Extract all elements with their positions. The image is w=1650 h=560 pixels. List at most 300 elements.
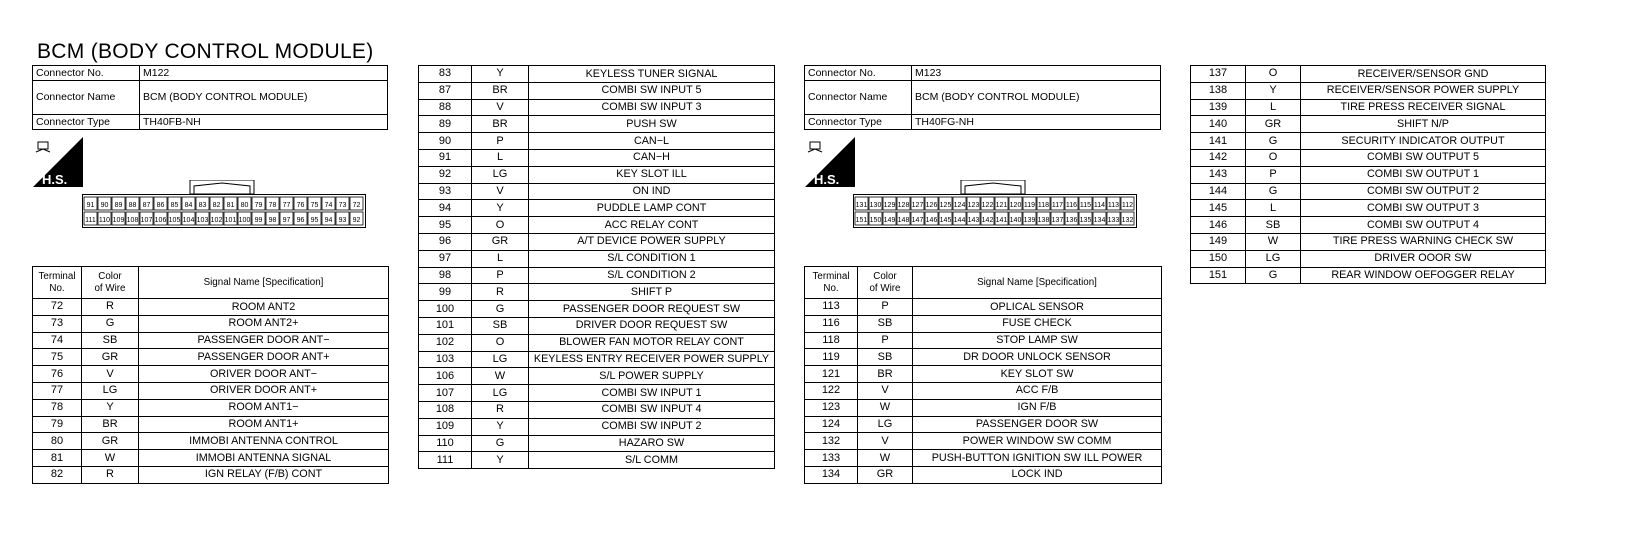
signal-name: PASSENGER DOOR REQUEST SW <box>529 301 775 318</box>
table-row <box>805 299 1162 316</box>
connector-pin-number: 149 <box>883 217 896 224</box>
connector-pin-number: 106 <box>154 217 167 224</box>
signal-name: RECEIVER/SENSOR POWER SUPPLY <box>1301 82 1546 99</box>
connector-pin-number: 99 <box>254 217 263 224</box>
header-color: Color of Wire <box>82 267 139 299</box>
signal-name: COMBI SW INPUT 5 <box>529 82 775 99</box>
signal-name: OPLICAL SENSOR <box>913 299 1162 316</box>
connector-pin-number: 118 <box>1037 202 1050 209</box>
table-row <box>1191 166 1546 183</box>
table-row <box>805 382 1162 399</box>
connector-pin-number: 107 <box>140 217 153 224</box>
terminal-no: 80 <box>33 433 82 450</box>
signal-name: DRIVER OOOR SW <box>1301 250 1546 267</box>
connector-pin-number: 139 <box>1023 217 1036 224</box>
table-row <box>1191 183 1546 200</box>
table-row <box>1191 66 1546 83</box>
terminal-no: 139 <box>1191 99 1246 116</box>
wire-color: GR <box>82 349 139 366</box>
connector-latch <box>190 180 254 194</box>
wire-color: O <box>1246 149 1301 166</box>
signal-name: CAN−L <box>529 133 775 150</box>
connector-no-label: Connector No. <box>33 66 140 81</box>
connector-latch <box>961 180 1025 194</box>
terminal-no: 93 <box>419 183 472 200</box>
connector-name-value: BCM (BODY CONTROL MODULE) <box>140 81 388 115</box>
terminal-no: 97 <box>419 250 472 267</box>
signal-name: SHIFT N/P <box>1301 116 1546 133</box>
connector-pin-number: 132 <box>1121 217 1134 224</box>
signal-name: ON IND <box>529 183 775 200</box>
connector-pin-number: 105 <box>168 217 181 224</box>
connector-no-value: M122 <box>140 66 388 81</box>
terminal-no: 138 <box>1191 82 1246 99</box>
table-row <box>419 82 775 99</box>
signal-name: HAZARO SW <box>529 435 775 452</box>
connector-pin-number: 92 <box>352 217 361 224</box>
connector-pin-number: 104 <box>182 217 195 224</box>
table-row <box>419 217 775 234</box>
table-row <box>805 399 1162 416</box>
table-row <box>33 416 389 433</box>
terminal-no: 92 <box>419 166 472 183</box>
table-row <box>33 366 389 383</box>
table-row <box>419 368 775 385</box>
table-row <box>805 349 1162 366</box>
wire-color: G <box>1246 183 1301 200</box>
connector-pin-number: 88 <box>128 202 137 209</box>
table-row <box>419 250 775 267</box>
signal-name: ORIVER DOOR ANT+ <box>139 382 389 399</box>
connector-pin-number: 90 <box>100 202 109 209</box>
signal-name: COMBI SW OUTPUT 1 <box>1301 166 1546 183</box>
connector-pin-number: 86 <box>156 202 165 209</box>
wire-color: Y <box>82 399 139 416</box>
hs-harness-icon <box>33 137 83 187</box>
connector-pin-number: 142 <box>981 217 994 224</box>
table-row <box>419 233 775 250</box>
signal-table-2 <box>418 65 775 469</box>
table-row <box>33 382 389 399</box>
table-row <box>419 385 775 402</box>
wire-color: GR <box>82 433 139 450</box>
signal-name: TIRE PRESS RECEIVER SIGNAL <box>1301 99 1546 116</box>
terminal-no: 101 <box>419 317 472 334</box>
connector-pin-number: 78 <box>268 202 277 209</box>
connector-pin-number: 93 <box>338 217 347 224</box>
connector-pin-number: 150 <box>869 217 882 224</box>
signal-name: KEY SLOT SW <box>913 366 1162 383</box>
terminal-no: 144 <box>1191 183 1246 200</box>
wire-color: G <box>1246 267 1301 284</box>
signal-name: POWER WINDOW SW COMM <box>913 433 1162 450</box>
table-row <box>805 332 1162 349</box>
terminal-no: 77 <box>33 382 82 399</box>
connector-info-m122 <box>32 65 388 130</box>
connector-pin-number: 97 <box>282 217 291 224</box>
header-terminal: Terminal No. <box>805 267 858 299</box>
table-row <box>419 149 775 166</box>
connector-pin-number: 146 <box>925 217 938 224</box>
wire-color: V <box>472 183 529 200</box>
connector-pin-number: 134 <box>1093 217 1106 224</box>
wire-color: P <box>472 133 529 150</box>
terminal-no: 143 <box>1191 166 1246 183</box>
wire-color: P <box>858 332 913 349</box>
signal-name: FUSE CHECK <box>913 315 1162 332</box>
table-row <box>419 200 775 217</box>
connector-pin-number: 131 <box>855 202 868 209</box>
wire-color: R <box>82 466 139 483</box>
signal-name: COMBI SW INPUT 1 <box>529 385 775 402</box>
header-color: Color of Wire <box>858 267 913 299</box>
connector-pin-number: 130 <box>869 202 882 209</box>
table-row <box>805 366 1162 383</box>
terminal-no: 123 <box>805 399 858 416</box>
table-row <box>419 401 775 418</box>
page-title: BCM (BODY CONTROL MODULE) <box>37 40 374 63</box>
table-row <box>1191 82 1546 99</box>
connector-name-label: Connector Name <box>805 81 912 115</box>
signal-name: KEYLESS ENTRY RECEIVER POWER SUPPLY <box>529 351 775 368</box>
wire-color: LG <box>858 416 913 433</box>
connector-pin-number: 108 <box>126 217 139 224</box>
wire-color: G <box>1246 133 1301 150</box>
signal-table-4 <box>1190 65 1546 284</box>
terminal-no: 100 <box>419 301 472 318</box>
table-row <box>1191 149 1546 166</box>
signal-name: PASSENGER DOOR SW <box>913 416 1162 433</box>
signal-name: IMMOBI ANTENNA CONTROL <box>139 433 389 450</box>
table-row <box>33 332 389 349</box>
header-signal: Signal Name [Specification] <box>913 267 1162 299</box>
table-row <box>419 183 775 200</box>
header-signal: Signal Name [Specification] <box>139 267 389 299</box>
signal-name: COMBI SW INPUT 4 <box>529 401 775 418</box>
wire-color: L <box>472 149 529 166</box>
connector-pin-number: 148 <box>897 217 910 224</box>
wire-color: LG <box>1246 250 1301 267</box>
wire-color: V <box>858 382 913 399</box>
signal-name: TIRE PRESS WARNING CHECK SW <box>1301 233 1546 250</box>
wire-color: P <box>858 299 913 316</box>
table-row <box>33 399 389 416</box>
wire-color: O <box>1246 66 1301 83</box>
signal-name: IMMOBI ANTENNA SIGNAL <box>139 450 389 467</box>
hs-label: H.S. <box>814 172 840 187</box>
terminal-no: 142 <box>1191 149 1246 166</box>
wire-color: R <box>82 299 139 316</box>
table-row <box>33 466 389 483</box>
terminal-no: 140 <box>1191 116 1246 133</box>
connector-pin-number: 87 <box>142 202 151 209</box>
terminal-no: 106 <box>419 368 472 385</box>
wire-color: SB <box>472 317 529 334</box>
connector-type-label: Connector Type <box>805 115 912 130</box>
terminal-no: 145 <box>1191 200 1246 217</box>
wire-color: V <box>82 366 139 383</box>
signal-name: COMBI SW OUTPUT 2 <box>1301 183 1546 200</box>
terminal-no: 75 <box>33 349 82 366</box>
table-row <box>1191 200 1546 217</box>
connector-no-label: Connector No. <box>805 66 912 81</box>
terminal-no: 90 <box>419 133 472 150</box>
connector-pin-number: 122 <box>981 202 994 209</box>
connector-pin-number: 98 <box>268 217 277 224</box>
signal-name: S/L CONDITION 2 <box>529 267 775 284</box>
connector-pin-number: 123 <box>967 202 980 209</box>
terminal-no: 102 <box>419 334 472 351</box>
terminal-no: 151 <box>1191 267 1246 284</box>
signal-name: S/L POWER SUPPLY <box>529 368 775 385</box>
wire-color: R <box>472 284 529 301</box>
signal-name: RECEIVER/SENSOR GND <box>1301 66 1546 83</box>
wire-color: Y <box>472 452 529 469</box>
connector-pin-number: 144 <box>953 217 966 224</box>
connector-pin-number: 81 <box>226 202 235 209</box>
table-row <box>1191 99 1546 116</box>
connector-pin-number: 95 <box>310 217 319 224</box>
signal-name: PUDDLE LAMP CONT <box>529 200 775 217</box>
signal-name: DRIVER DOOR REQUEST SW <box>529 317 775 334</box>
connector-pin-number: 114 <box>1093 202 1106 209</box>
table-row <box>419 418 775 435</box>
table-row <box>1191 133 1546 150</box>
connector-pin-number: 72 <box>352 202 361 209</box>
signal-name: CAN−H <box>529 149 775 166</box>
terminal-no: 146 <box>1191 217 1246 234</box>
signal-name: LOCK IND <box>913 466 1162 483</box>
signal-name: ORIVER DOOR ANT− <box>139 366 389 383</box>
signal-name: ROOM ANT2+ <box>139 315 389 332</box>
terminal-no: 118 <box>805 332 858 349</box>
connector-pin-number: 119 <box>1023 202 1036 209</box>
connector-pin-number: 100 <box>238 217 251 224</box>
hs-harness-icon <box>805 137 855 187</box>
terminal-no: 73 <box>33 315 82 332</box>
terminal-no: 79 <box>33 416 82 433</box>
signal-name: IGN RELAY (F/B) CONT <box>139 466 389 483</box>
connector-pin-number: 136 <box>1065 217 1078 224</box>
connector-pin-number: 126 <box>925 202 938 209</box>
connector-pin-number: 109 <box>112 217 125 224</box>
terminal-no: 133 <box>805 450 858 467</box>
connector-pin-number: 84 <box>184 202 193 209</box>
signal-name: COMBI SW INPUT 3 <box>529 99 775 116</box>
terminal-no: 81 <box>33 450 82 467</box>
signal-name: PASSENGER DOOR ANT− <box>139 332 389 349</box>
terminal-no: 87 <box>419 82 472 99</box>
connector-pin-number: 112 <box>1121 202 1134 209</box>
terminal-no: 89 <box>419 116 472 133</box>
wire-color: BR <box>82 416 139 433</box>
table-row <box>419 435 775 452</box>
table-row <box>805 450 1162 467</box>
connector-no-value: M123 <box>912 66 1161 81</box>
wire-color: SB <box>858 315 913 332</box>
terminal-no: 109 <box>419 418 472 435</box>
signal-name: COMBI SW OUTPUT 5 <box>1301 149 1546 166</box>
wire-color: Y <box>472 418 529 435</box>
connector-pin-number: 80 <box>240 202 249 209</box>
wire-color: LG <box>472 166 529 183</box>
wire-color: LG <box>82 382 139 399</box>
terminal-no: 150 <box>1191 250 1246 267</box>
terminal-no: 72 <box>33 299 82 316</box>
signal-name: ROOM ANT1+ <box>139 416 389 433</box>
connector-pin-number: 110 <box>98 217 111 224</box>
connector-type-label: Connector Type <box>33 115 140 130</box>
terminal-no: 95 <box>419 217 472 234</box>
terminal-no: 122 <box>805 382 858 399</box>
signal-name: SECURITY INDICATOR OUTPUT <box>1301 133 1546 150</box>
signal-name: S/L CONDITION 1 <box>529 250 775 267</box>
wire-color: LG <box>472 351 529 368</box>
terminal-no: 98 <box>419 267 472 284</box>
connector-pin-number: 138 <box>1037 217 1050 224</box>
connector-pin-number: 124 <box>953 202 966 209</box>
connector-pin-number: 75 <box>310 202 319 209</box>
table-row <box>419 301 775 318</box>
signal-name: SHIFT P <box>529 284 775 301</box>
wire-color: V <box>472 99 529 116</box>
wire-color: G <box>82 315 139 332</box>
table-row <box>419 267 775 284</box>
wire-color: P <box>472 267 529 284</box>
signal-name: IGN F/B <box>913 399 1162 416</box>
terminal-no: 78 <box>33 399 82 416</box>
hs-label: H.S. <box>42 172 68 187</box>
table-row <box>419 334 775 351</box>
signal-name: COMBI SW INPUT 2 <box>529 418 775 435</box>
connector-pin-number: 111 <box>85 217 96 224</box>
table-row <box>419 284 775 301</box>
wire-color: GR <box>472 233 529 250</box>
connector-pin-number: 82 <box>212 202 221 209</box>
signal-name: PUSH SW <box>529 116 775 133</box>
connector-pin-number: 77 <box>282 202 291 209</box>
wire-color: V <box>858 433 913 450</box>
wire-color: W <box>858 450 913 467</box>
table-row <box>419 66 775 83</box>
header-terminal: Terminal No. <box>33 267 82 299</box>
connector-pin-number: 73 <box>338 202 347 209</box>
terminal-no: 121 <box>805 366 858 383</box>
signal-name: REAR WINDOW OEFOGGER RELAY <box>1301 267 1546 284</box>
signal-name: DR DOOR UNLOCK SENSOR <box>913 349 1162 366</box>
wire-color: R <box>472 401 529 418</box>
connector-pin-number: 102 <box>210 217 223 224</box>
connector-pin-number: 85 <box>170 202 179 209</box>
connector-pin-number: 140 <box>1009 217 1022 224</box>
wire-color: BR <box>472 116 529 133</box>
terminal-no: 107 <box>419 385 472 402</box>
connector-pin-number: 79 <box>254 202 263 209</box>
wire-color: G <box>472 435 529 452</box>
wire-color: W <box>472 368 529 385</box>
wire-color: G <box>472 301 529 318</box>
table-row <box>419 351 775 368</box>
connector-pin-number: 129 <box>883 202 896 209</box>
terminal-no: 149 <box>1191 233 1246 250</box>
wire-color: Y <box>472 66 529 83</box>
connector-pin-number: 74 <box>324 202 333 209</box>
table-row <box>805 466 1162 483</box>
connector-pin-number: 94 <box>324 217 333 224</box>
signal-name: COMBI SW OUTPUT 4 <box>1301 217 1546 234</box>
connector-diagram-m122 <box>82 180 366 230</box>
wire-color: Y <box>472 200 529 217</box>
connector-name-label: Connector Name <box>33 81 140 115</box>
terminal-no: 137 <box>1191 66 1246 83</box>
signal-name: COMBI SW OUTPUT 3 <box>1301 200 1546 217</box>
connector-pin-number: 151 <box>855 217 868 224</box>
wire-color: L <box>472 250 529 267</box>
connector-pin-number: 113 <box>1107 202 1120 209</box>
terminal-no: 134 <box>805 466 858 483</box>
signal-name: KEY SLOT ILL <box>529 166 775 183</box>
table-row <box>419 133 775 150</box>
terminal-no: 111 <box>419 452 472 469</box>
connector-pin-number: 116 <box>1065 202 1078 209</box>
table-row <box>33 450 389 467</box>
connector-pin-number: 83 <box>198 202 207 209</box>
wire-color: BR <box>858 366 913 383</box>
table-row <box>419 452 775 469</box>
connector-pin-number: 143 <box>967 217 980 224</box>
signal-table-1 <box>32 266 389 484</box>
connector-pin-number: 91 <box>86 202 95 209</box>
wire-color: BR <box>472 82 529 99</box>
connector-diagram-m123 <box>853 180 1137 230</box>
signal-name: KEYLESS TUNER SIGNAL <box>529 66 775 83</box>
signal-name: A/T DEVICE POWER SUPPLY <box>529 233 775 250</box>
table-row <box>1191 116 1546 133</box>
signal-table-3 <box>804 266 1162 484</box>
table-row <box>33 315 389 332</box>
wire-color: L <box>1246 99 1301 116</box>
connector-type-value: TH40FG-NH <box>912 115 1161 130</box>
connector-pin-number: 101 <box>224 217 237 224</box>
terminal-no: 119 <box>805 349 858 366</box>
table-row <box>33 433 389 450</box>
wire-color: Y <box>1246 82 1301 99</box>
wire-color: O <box>472 334 529 351</box>
table-row <box>1191 233 1546 250</box>
wire-color: SB <box>858 349 913 366</box>
terminal-no: 88 <box>419 99 472 116</box>
signal-name: ACC RELAY CONT <box>529 217 775 234</box>
wire-color: GR <box>858 466 913 483</box>
wire-color: L <box>1246 200 1301 217</box>
table-row <box>1191 267 1546 284</box>
connector-pin-number: 135 <box>1079 217 1092 224</box>
wire-color: W <box>82 450 139 467</box>
connector-pin-number: 141 <box>995 217 1008 224</box>
connector-type-value: TH40FB-NH <box>140 115 388 130</box>
table-row <box>1191 250 1546 267</box>
connector-pin-number: 120 <box>1009 202 1022 209</box>
signal-name: PUSH-BUTTON IGNITION SW ILL POWER <box>913 450 1162 467</box>
table-row <box>1191 217 1546 234</box>
terminal-no: 94 <box>419 200 472 217</box>
table-row <box>33 299 389 316</box>
signal-name: ROOM ANT1− <box>139 399 389 416</box>
connector-pin-number: 127 <box>911 202 924 209</box>
terminal-no: 76 <box>33 366 82 383</box>
terminal-no: 99 <box>419 284 472 301</box>
connector-pin-number: 115 <box>1079 202 1092 209</box>
